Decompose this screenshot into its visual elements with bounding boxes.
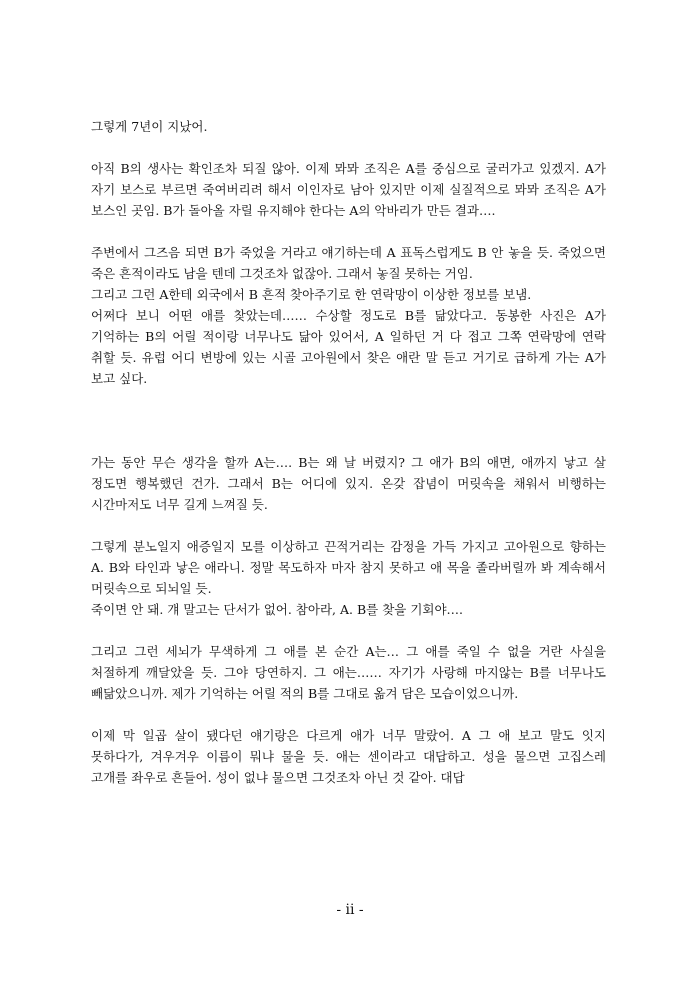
paragraph-heading-orphanage: 그렇게 분노일지 애증일지 모를 이상하고 끈적거리는 감정을 가득 가지고 고아원으로 향하는 A. B와 타인과 낳은 애라니. 정말 목도하자 마자 참지 못하고 애 목을 졸라버릴까 봐 계속해서 머릿속으로 되뇌일 듯. bbox=[91, 539, 606, 596]
paragraph-spacer bbox=[91, 515, 606, 536]
document-body bbox=[91, 116, 606, 788]
paragraph-seven-years-old: 이제 막 일곱 살이 됐다던 얘기랑은 다르게 애가 너무 말랐어. A 그 애 보고 말도 잇지 못하다가, 겨우겨우 이름이 뭐냐 물을 듯. 애는 센이라고 대답하고. 성을 물으면 고집스레 고개를 좌우로 흔들어. 성이 없냐 물으면 그것조차 아닌 것 같아. 대답 bbox=[91, 728, 606, 785]
section-spacer bbox=[91, 389, 606, 452]
paragraph-found-child: 어쩌다 보니 어떤 애를 찾았는데…… 수상할 정도로 B를 닮았다고. 동봉한 사진은 A가 기억하는 B의 어릴 적이랑 너무나도 닮아 있어서, A 일하던 거 다 접고 그쪽 연락망에 연락 취할 듯. 유럽 어디 변방에 있는 시골 고아원에서 찾은 애란 말 듣고 거기로 급하게 가는 A가 보고 싶다. bbox=[91, 308, 606, 386]
paragraph-first-sight: 그리고 그런 세뇌가 무색하게 그 애를 본 순간 A는… 그 애를 죽일 수 없을 거란 사실을 처절하게 깨달았을 듯. 그야 당연하지. 그 애는…… 자기가 사랑해 마지않는 B를 너무나도 빼닮았으니까. 제가 기억하는 어릴 적의 B를 그대로 옮겨 담은 모습이었으니까. bbox=[91, 644, 606, 701]
paragraph-b-missing: 아직 B의 생사는 확인조차 되질 않아. 이제 뫄뫄 조직은 A를 중심으로 굴러가고 있겠지. A가 자기 보스로 부르면 죽여버리려 해서 이인자로 남아 있지만 이제 실질적으로 뫄뫄 조직은 A가 보스인 곳임. B가 돌아올 자릴 유지해야 한다는 A의 악바리가 만든 결과…. bbox=[91, 161, 606, 218]
page-number: - ii - bbox=[336, 902, 364, 918]
paragraph-not-letting-go: 주변에서 그즈음 되면 B가 죽었을 거라고 얘기하는데 A 표독스럽게도 B 안 놓을 듯. 죽었으면 죽은 흔적이라도 남을 텐데 그것조차 없잖아. 그래서 놓질 못하는 거임. bbox=[91, 245, 606, 281]
paragraph-spacer bbox=[91, 620, 606, 641]
paragraph-seven-years: 그렇게 7년이 지났어. bbox=[91, 119, 208, 134]
paragraph-strange-info: 그리고 그런 A한테 외국에서 B 흔적 찾아주기로 한 연락망이 이상한 정보를 보냄. bbox=[91, 287, 532, 302]
paragraph-on-the-way: 가는 동안 무슨 생각을 할까 A는…. B는 왜 날 버렸지? 그 애가 B의 애면, 애까지 낳고 살 정도면 행복했던 건가. 그래서 B는 어디에 있지. 온갖 잡념이 머릿속을 채워서 비행하는 시간마저도 너무 길게 느껴질 듯. bbox=[91, 455, 606, 512]
paragraph-do-not-kill: 죽이면 안 돼. 걔 말고는 단서가 없어. 참아라, A. B를 찾을 기회야…. bbox=[91, 602, 464, 617]
paragraph-spacer bbox=[91, 221, 606, 242]
paragraph-spacer bbox=[91, 704, 606, 725]
paragraph-spacer bbox=[91, 137, 606, 158]
